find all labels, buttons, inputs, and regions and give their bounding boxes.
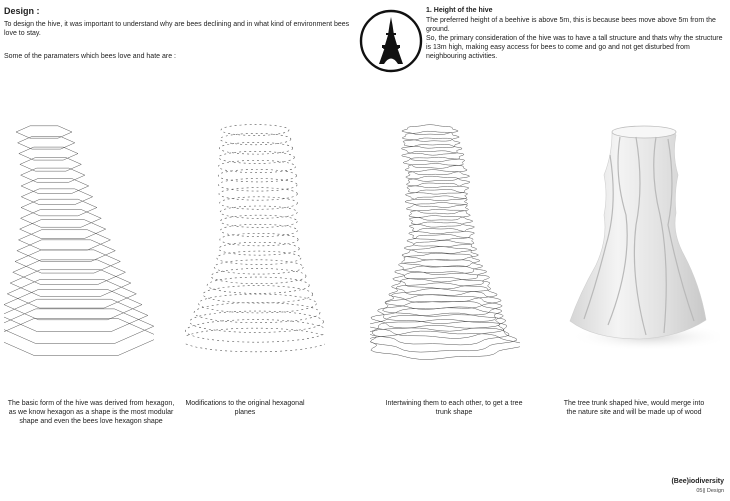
modified-plane (220, 197, 298, 209)
intertwined-contours-figure (370, 120, 520, 360)
hexagon-plane (21, 209, 102, 227)
modified-plane (219, 142, 292, 154)
hexagon-plane (10, 270, 131, 297)
contour-ring (404, 241, 477, 254)
hexagon-plane (4, 309, 154, 344)
modified-plane (219, 151, 295, 163)
tree-trunk-hive-render (560, 115, 720, 365)
modified-plane (219, 188, 297, 201)
height-body-line2: So, the primary consideration of the hive was to have a tall structure and thats why the structure is 13m high, making easy access for bees to come and go and not get disturbed from neighbouring activities. (426, 35, 723, 60)
hexagon-plane (13, 260, 126, 285)
hexagon-plane (21, 179, 89, 194)
modified-plane (207, 277, 309, 293)
modified-plane (211, 268, 306, 283)
modified-plane (218, 169, 296, 182)
footer-subtitle: 05|| Design (696, 488, 724, 494)
modified-plane (218, 160, 295, 172)
contour-ring (409, 222, 474, 234)
hexagon-plane (20, 158, 81, 172)
modified-plane (218, 178, 297, 191)
modified-plane (219, 242, 300, 255)
modified-plane (220, 224, 297, 236)
design-params-text: Some of the paramaters which bees love and hate are : (4, 53, 176, 60)
modified-plane (203, 286, 313, 304)
modified-plane (221, 125, 289, 136)
modified-plane (217, 251, 301, 264)
caption-tree-trunk: The tree trunk shaped hive, would merge into the nature site and will be made up of wood (563, 400, 705, 416)
modified-plane (199, 294, 317, 313)
contour-ring (402, 151, 464, 162)
modified-plane (220, 133, 291, 144)
height-heading: 1. Height of the hive (426, 7, 493, 14)
contour-ring (371, 325, 517, 352)
contour-ring (406, 203, 468, 214)
design-heading: Design : (4, 6, 40, 16)
design-intro-text: To design the hive, it was important to understand why are bees declining and in what kind of environment bees love to stay. (4, 21, 350, 37)
contour-ring (405, 196, 468, 208)
caption-modifications: Modifications to the original hexagonal planes (185, 400, 305, 416)
modified-planes-figure (185, 120, 325, 360)
contour-ring (403, 157, 464, 168)
height-body-text (426, 16, 726, 61)
contour-ring (405, 164, 467, 175)
modified-plane (190, 311, 324, 332)
contour-ring (409, 216, 473, 227)
modified-plane (185, 328, 325, 352)
contour-ring (409, 209, 470, 220)
modified-plane (214, 260, 303, 274)
contour-ring (370, 331, 520, 359)
contour-ring (402, 125, 458, 135)
contour-ring (371, 307, 503, 331)
modified-plane (220, 215, 297, 227)
eiffel-tower-icon (359, 9, 423, 73)
caption-intertwining: Intertwining them to each other, to get a tree trunk shape (385, 400, 523, 416)
hexagon-plane (20, 220, 106, 239)
caption-hexagon-form: The basic form of the hive was derived from hexagon, as we know hexagon as a shape is the most modular shape and even the bees love hexagon shape (7, 400, 175, 425)
hexagon-plane (4, 299, 148, 331)
modified-plane (220, 233, 298, 246)
hexagon-plane (21, 189, 92, 205)
height-body-line1: The preferred height of a beehive is above 5m, this is because bees move above 5m from the ground. (426, 17, 716, 33)
hexagon-plane (17, 240, 115, 262)
hexagon-plane (4, 319, 154, 356)
footer-title: (Bee)iodiversity (671, 478, 724, 485)
contour-ring (409, 229, 475, 241)
hexagon-stack-figure (4, 120, 154, 360)
contour-ring (395, 266, 487, 282)
